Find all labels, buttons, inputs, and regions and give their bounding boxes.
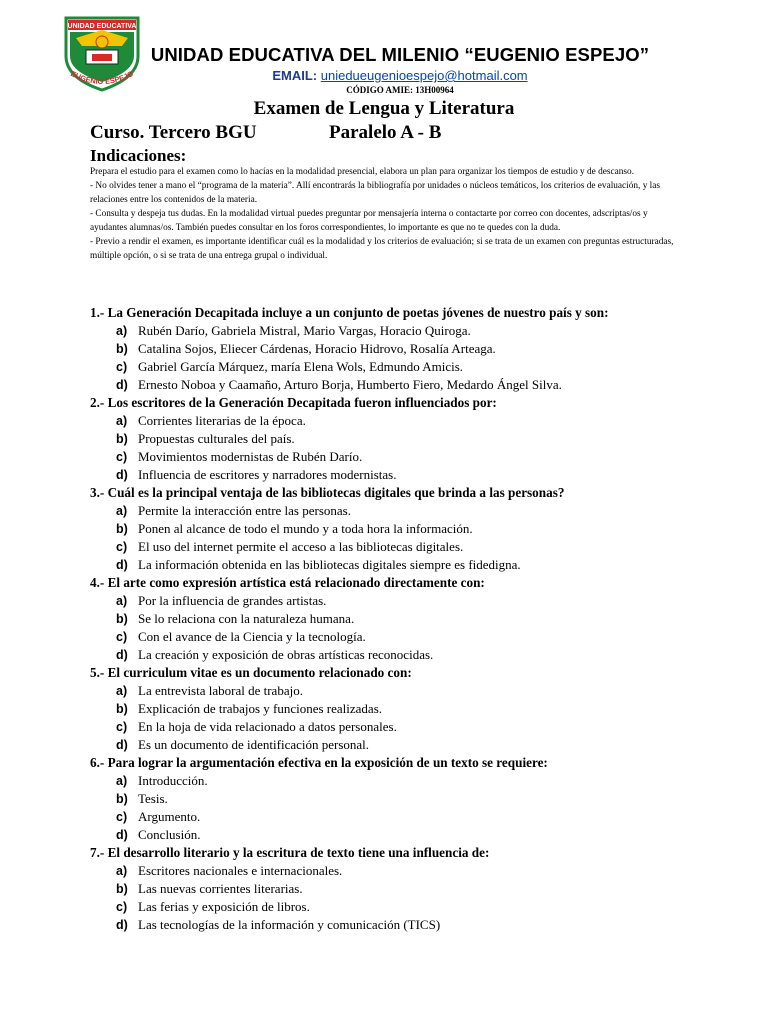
question <box>90 664 710 754</box>
email-line <box>150 68 650 83</box>
option <box>90 790 710 808</box>
option-text: La entrevista laboral de trabajo. <box>138 683 303 698</box>
option-letter: d) <box>116 648 128 662</box>
indication-paragraph: Prepara el estudio para el examen como lo hacías en la modalidad presencial, elabora un plan para organizar los tiempos de estudio y de descanso. <box>90 167 635 177</box>
school-name: UNIDAD EDUCATIVA DEL MILENIO “EUGENIO ESPEJO” <box>150 44 650 65</box>
option-text: Ponen al alcance de todo el mundo y a toda hora la información. <box>138 521 473 536</box>
indication-paragraph: - Consulta y despeja tus dudas. En la modalidad virtual puedes preguntar por mensajería interna o contactarte por correo con docentes, adscriptas/os y ayudantes alumnas/os. También puedes consultar en los foros correspondientes, lo importante es que no te quedes con la duda. <box>90 209 648 233</box>
option-text: Influencia de escritores y narradores modernistas. <box>138 467 397 482</box>
option-letter: d) <box>116 378 128 392</box>
option-text: Se lo relaciona con la naturaleza humana. <box>138 611 355 626</box>
option-text: Permite la interacción entre las personas. <box>138 503 351 518</box>
option <box>90 862 710 880</box>
option <box>90 700 710 718</box>
question-text: 7.- El desarrollo literario y la escritura de texto tiene una influencia de: <box>90 845 490 860</box>
amie-code: CÓDIGO AMIE: 13H00964 <box>346 85 454 95</box>
question <box>90 754 710 844</box>
option-letter: c) <box>116 360 128 374</box>
option-text: Propuestas culturales del país. <box>138 431 295 446</box>
option-letter: c) <box>116 450 128 464</box>
option-text: La creación y exposición de obras artísticas reconocidas. <box>138 647 434 662</box>
option <box>90 520 710 538</box>
option-letter: a) <box>116 684 128 698</box>
option-letter: c) <box>116 720 128 734</box>
option <box>90 736 710 754</box>
email-link[interactable]: uniedueugenioespejo@hotmail.com <box>320 68 528 83</box>
option-letter: d) <box>116 828 128 842</box>
indications-heading: Indicaciones: <box>90 146 187 165</box>
option-text: El uso del internet permite el acceso a las bibliotecas digitales. <box>138 539 464 554</box>
option <box>90 448 710 466</box>
question <box>90 304 710 394</box>
option-letter: d) <box>116 468 128 482</box>
option <box>90 808 710 826</box>
question <box>90 574 710 664</box>
question-text: 4.- El arte como expresión artística está relacionado directamente con: <box>90 575 485 590</box>
option-text: Por la influencia de grandes artistas. <box>138 593 327 608</box>
school-logo <box>62 16 142 92</box>
option-letter: a) <box>116 504 128 518</box>
option-letter: b) <box>116 522 128 536</box>
option-text: Ernesto Noboa y Caamaño, Arturo Borja, Humberto Fiero, Medardo Ángel Silva. <box>138 377 562 392</box>
option <box>90 718 710 736</box>
option-text: Gabriel García Márquez, maría Elena Wols, Edmundo Amicis. <box>138 359 464 374</box>
question <box>90 844 710 934</box>
option <box>90 646 710 664</box>
option-text: Conclusión. <box>138 827 201 842</box>
option-letter: a) <box>116 594 128 608</box>
option-text: Las tecnologías de la información y comunicación (TICS) <box>138 917 441 932</box>
option <box>90 916 710 934</box>
option-text: Argumento. <box>138 809 201 824</box>
question-text: 3.- Cuál es la principal ventaja de las bibliotecas digitales que brinda a las personas? <box>90 485 565 500</box>
question-text: 6.- Para lograr la argumentación efectiva en la exposición de un texto se requiere: <box>90 755 548 770</box>
option-text: En la hoja de vida relacionado a datos personales. <box>138 719 397 734</box>
option <box>90 610 710 628</box>
question-list <box>90 304 710 934</box>
indication-paragraph: - Previo a rendir el examen, es importante identificar cuál es la modalidad y los criterios de evaluación; si se trata de un examen con preguntas estructuradas, múltiple opción, o si se trata de una entrega grupal o individual. <box>90 237 674 261</box>
logo-text-bottom: EUGENIO ESPEJO <box>69 69 135 87</box>
option-letter: a) <box>116 774 128 788</box>
exam-title: Examen de Lengua y Literatura <box>253 98 515 119</box>
option-letter: d) <box>116 558 128 572</box>
indication-paragraph: - No olvides tener a mano el “programa de la materia”. Allí encontrarás la bibliografía por unidades o núcleos temáticos, los criterios de evaluación, y las relaciones entre los contenidos de la materia. <box>90 181 661 205</box>
option-text: Escritores nacionales e internacionales. <box>138 863 343 878</box>
option-letter: d) <box>116 738 128 752</box>
option-letter: b) <box>116 432 128 446</box>
question-text: 2.- Los escritores de la Generación Decapitada fueron influenciados por: <box>90 395 497 410</box>
option-text: Rubén Darío, Gabriela Mistral, Mario Vargas, Horacio Quiroga. <box>138 323 471 338</box>
option-text: Las nuevas corrientes literarias. <box>138 881 303 896</box>
option <box>90 502 710 520</box>
question-text: 5.- El curriculum vitae es un documento relacionado con: <box>90 665 412 680</box>
option <box>90 538 710 556</box>
option <box>90 682 710 700</box>
option <box>90 322 710 340</box>
option-text: Con el avance de la Ciencia y la tecnología. <box>138 629 366 644</box>
option-letter: a) <box>116 414 128 428</box>
option <box>90 592 710 610</box>
option <box>90 376 710 394</box>
option-text: Es un documento de identificación personal. <box>138 737 370 752</box>
option-letter: c) <box>116 630 128 644</box>
option-letter: b) <box>116 702 128 716</box>
option-letter: c) <box>116 810 128 824</box>
option-letter: a) <box>116 324 128 338</box>
option <box>90 430 710 448</box>
option-letter: c) <box>116 900 128 914</box>
option <box>90 880 710 898</box>
option-letter: a) <box>116 864 128 878</box>
option-letter: d) <box>116 918 128 932</box>
question <box>90 394 710 484</box>
option <box>90 340 710 358</box>
option-text: La información obtenida en las bibliotecas digitales siempre es fidedigna. <box>138 557 521 572</box>
option-letter: b) <box>116 612 128 626</box>
option <box>90 412 710 430</box>
option-text: Introducción. <box>138 773 208 788</box>
option <box>90 556 710 574</box>
option-text: Corrientes literarias de la época. <box>138 413 306 428</box>
question-text: 1.- La Generación Decapitada incluye a un conjunto de poetas jóvenes de nuestro país y son: <box>90 305 609 320</box>
option <box>90 628 710 646</box>
question <box>90 484 710 574</box>
logo-text-top: UNIDAD EDUCATIVA <box>67 23 137 30</box>
parallel-label: Paralelo A - B <box>329 122 442 143</box>
course-label: Curso. Tercero BGU <box>90 122 257 143</box>
option-text: Tesis. <box>138 791 168 806</box>
option-text: Movimientos modernistas de Rubén Darío. <box>138 449 363 464</box>
option <box>90 826 710 844</box>
option-letter: b) <box>116 792 128 806</box>
option-letter: c) <box>116 540 128 554</box>
option-text: Catalina Sojos, Eliecer Cárdenas, Horacio Hidrovo, Rosalía Arteaga. <box>138 341 496 356</box>
email-label: EMAIL: <box>272 68 318 83</box>
option-letter: b) <box>116 882 128 896</box>
option <box>90 358 710 376</box>
option-letter: b) <box>116 342 128 356</box>
option <box>90 898 710 916</box>
option-text: Las ferias y exposición de libros. <box>138 899 310 914</box>
indications-body <box>90 165 685 263</box>
option <box>90 772 710 790</box>
option <box>90 466 710 484</box>
option-text: Explicación de trabajos y funciones realizadas. <box>138 701 383 716</box>
